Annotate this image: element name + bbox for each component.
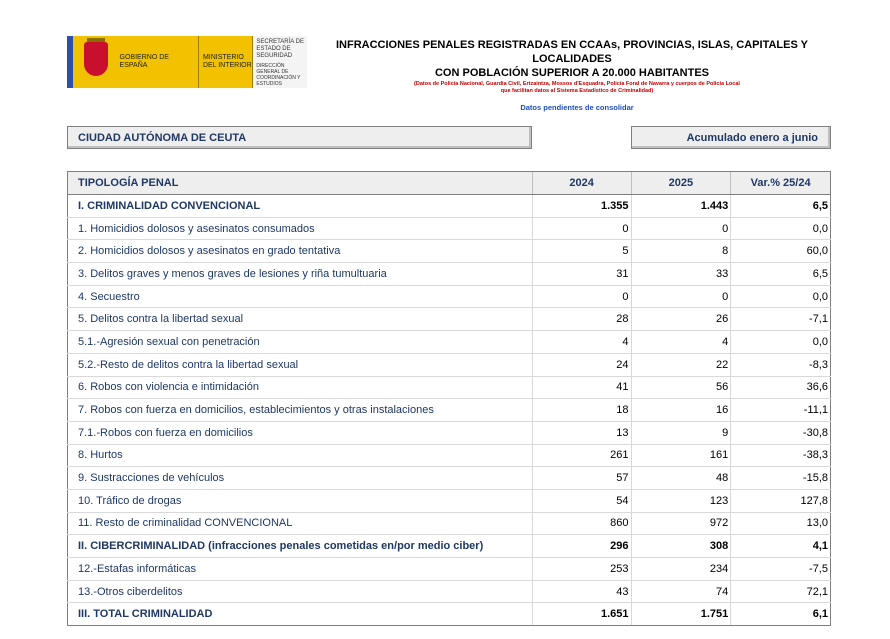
value-2024: 18 [532,399,631,422]
row-label: 11. Resto de criminalidad CONVENCIONAL [68,512,533,535]
table-row [68,535,831,558]
table-row [68,195,831,218]
table-row [68,603,831,626]
row-label: 1. Homicidios dolosos y asesinatos consumados [68,217,533,240]
value-variation: -15,8 [731,467,831,490]
value-variation: -38,3 [731,444,831,467]
value-2025: 33 [631,263,731,286]
table-row [68,580,831,603]
header-tipologia: TIPOLOGÍA PENAL [68,172,533,195]
logo-direccion-label: DIRECCIÓN GENERAL DE COORDINACIÓN Y ESTUDIOS [256,63,301,87]
value-2025: 161 [631,444,731,467]
logo-secretaria [252,36,307,88]
row-label: III. TOTAL CRIMINALIDAD [68,603,533,626]
table-row [68,467,831,490]
value-2025: 48 [631,467,731,490]
value-2024: 24 [532,353,631,376]
value-variation: 72,1 [731,580,831,603]
value-2024: 0 [532,217,631,240]
value-2025: 16 [631,399,731,422]
row-label: 4. Secuestro [68,285,533,308]
period-label: Acumulado enero a junio [631,126,831,149]
row-label: 5. Delitos contra la libertad sexual [68,308,533,331]
value-2025: 234 [631,558,731,581]
row-label: 5.2.-Resto de delitos contra la libertad sexual [68,353,533,376]
data-sources-note [337,81,817,95]
title-line-2: CON POBLACIÓN SUPERIOR A 20.000 HABITANTES [434,67,710,79]
value-variation: 60,0 [731,240,831,263]
logo-ministerio: MINISTERIO DEL INTERIOR [198,36,252,88]
logo-secretaria-label: SECRETARÍA DE ESTADO DE SEGURIDAD [256,39,304,59]
value-2024: 31 [532,263,631,286]
value-variation: -7,5 [731,558,831,581]
value-2024: 28 [532,308,631,331]
value-variation: 0,0 [731,285,831,308]
row-label: 12.-Estafas informáticas [68,558,533,581]
table-row [68,308,831,331]
value-variation: 0,0 [731,331,831,354]
region-label: CIUDAD AUTÓNOMA DE CEUTA [67,126,532,149]
row-label: 3. Delitos graves y menos graves de lesiones y riña tumultuaria [68,263,533,286]
value-variation: 6,1 [731,603,831,626]
table-row [68,240,831,263]
row-label: 13.-Otros ciberdelitos [68,580,533,603]
header-2024: 2024 [532,172,631,195]
value-2024: 57 [532,467,631,490]
table-row [68,376,831,399]
sources-line-2: que facilitan datos al Sistema Estadístico de Criminalidad) [500,88,654,94]
value-variation: 127,8 [731,489,831,512]
value-2025: 972 [631,512,731,535]
value-variation: 0,0 [731,217,831,240]
value-variation: -11,1 [731,399,831,422]
value-2025: 308 [631,535,731,558]
value-2024: 1.355 [532,195,631,218]
crime-statistics-table [67,171,831,626]
value-2025: 9 [631,421,731,444]
row-label: 7. Robos con fuerza en domicilios, establecimientos y otras instalaciones [68,399,533,422]
value-2024: 5 [532,240,631,263]
value-2024: 0 [532,285,631,308]
coat-of-arms-icon [67,36,116,88]
value-2025: 0 [631,217,731,240]
value-variation: -7,1 [731,308,831,331]
table-row [68,558,831,581]
value-2024: 860 [532,512,631,535]
row-label: 5.1.-Agresión sexual con penetración [68,331,533,354]
value-2025: 0 [631,285,731,308]
value-variation: 4,1 [731,535,831,558]
value-2025: 1.751 [631,603,731,626]
table-row [68,489,831,512]
value-variation: 13,0 [731,512,831,535]
table-row [68,353,831,376]
value-2024: 4 [532,331,631,354]
value-variation: 6,5 [731,263,831,286]
value-2024: 253 [532,558,631,581]
value-variation: -30,8 [731,421,831,444]
header-variation: Var.% 25/24 [731,172,831,195]
row-label: 9. Sustracciones de vehículos [68,467,533,490]
value-2025: 8 [631,240,731,263]
value-2024: 13 [532,421,631,444]
value-2025: 56 [631,376,731,399]
row-label: 7.1.-Robos con fuerza en domicilios [68,421,533,444]
table-row [68,421,831,444]
value-2025: 22 [631,353,731,376]
header-2025: 2025 [631,172,731,195]
row-label: 6. Robos con violencia e intimidación [68,376,533,399]
logo-gobierno: GOBIERNO DE ESPAÑA [116,36,198,88]
table-row [68,285,831,308]
pending-data-note: Datos pendientes de consolidar [520,103,634,112]
row-label: 2. Homicidios dolosos y asesinatos en grado tentativa [68,240,533,263]
sources-line-1: (Datos de Policía Nacional, Guardia Civil, Ertzaintza, Mossos d'Esquadra, Policía Foral de Navarra y cuerpos de Policía Local [414,81,740,87]
value-2024: 1.651 [532,603,631,626]
table-header-row [68,172,831,195]
value-2024: 43 [532,580,631,603]
row-label: II. CIBERCRIMINALIDAD (infracciones penales cometidas en/por medio ciber) [68,535,533,558]
table-row [68,331,831,354]
table-row [68,217,831,240]
title-line-1: INFRACCIONES PENALES REGISTRADAS EN CCAAs, PROVINCIAS, ISLAS, CAPITALES Y LOCALIDADES [335,39,809,65]
value-2024: 41 [532,376,631,399]
page-title [312,38,832,80]
table-row [68,399,831,422]
value-2024: 261 [532,444,631,467]
row-label: 8. Hurtos [68,444,533,467]
row-label: I. CRIMINALIDAD CONVENCIONAL [68,195,533,218]
value-2025: 26 [631,308,731,331]
value-variation: 36,6 [731,376,831,399]
value-2025: 4 [631,331,731,354]
value-variation: 6,5 [731,195,831,218]
table-row [68,512,831,535]
table-row [68,263,831,286]
government-logo [67,36,307,88]
report-header [67,36,830,116]
table-row [68,444,831,467]
value-2025: 1.443 [631,195,731,218]
value-2024: 54 [532,489,631,512]
value-2024: 296 [532,535,631,558]
value-variation: -8,3 [731,353,831,376]
value-2025: 123 [631,489,731,512]
row-label: 10. Tráfico de drogas [68,489,533,512]
value-2025: 74 [631,580,731,603]
